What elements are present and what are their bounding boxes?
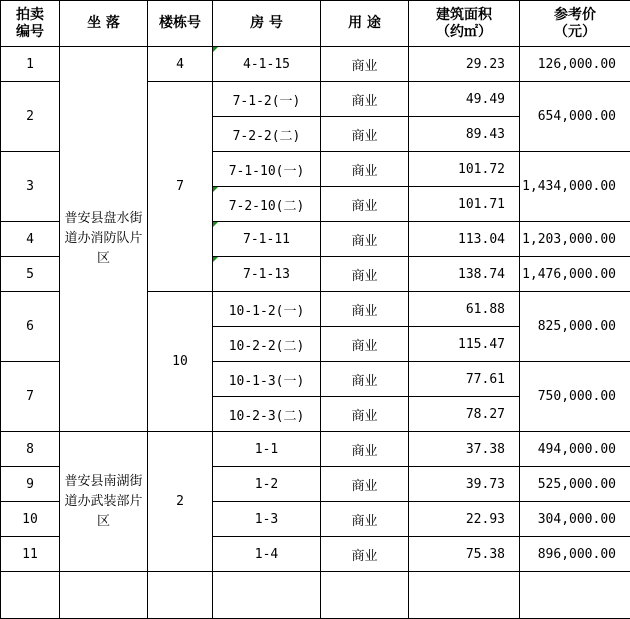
area-cell: 29.23: [409, 47, 520, 82]
table-row: [1, 432, 630, 467]
use-cell: 商业: [321, 292, 409, 327]
room-no: 1-4: [213, 537, 321, 572]
room-no: 1-3: [213, 502, 321, 537]
location-cell: 普安县盘水街道办消防队片区: [60, 47, 148, 432]
empty-cell: [1, 572, 60, 619]
auction-no: 2: [1, 82, 60, 152]
use-cell: 商业: [321, 397, 409, 432]
price-cell: 1,434,000.00: [520, 152, 630, 222]
price-cell: 750,000.00: [520, 362, 630, 432]
price-cell: 896,000.00: [520, 537, 630, 572]
area-cell: 89.43: [409, 117, 520, 152]
area-cell: 113.04: [409, 222, 520, 257]
header-location: 坐 落: [60, 1, 148, 47]
use-cell: 商业: [321, 187, 409, 222]
auction-no: 9: [1, 467, 60, 502]
building-no: 10: [148, 292, 213, 432]
use-cell: 商业: [321, 467, 409, 502]
room-no: 7-1-13: [213, 257, 321, 292]
price-cell: 304,000.00: [520, 502, 630, 537]
use-cell: 商业: [321, 257, 409, 292]
room-no: 7-2-10(二): [213, 187, 321, 222]
area-cell: 49.49: [409, 82, 520, 117]
use-cell: 商业: [321, 82, 409, 117]
room-no: 7-1-10(一): [213, 152, 321, 187]
auction-no: 1: [1, 47, 60, 82]
room-no: 7-1-2(一): [213, 82, 321, 117]
price-cell: 126,000.00: [520, 47, 630, 82]
header-row: [1, 1, 630, 47]
empty-cell: [148, 572, 213, 619]
area-cell: 77.61: [409, 362, 520, 397]
empty-cell: [60, 572, 148, 619]
area-cell: 75.38: [409, 537, 520, 572]
area-cell: 101.71: [409, 187, 520, 222]
room-no: 10-2-2(二): [213, 327, 321, 362]
empty-cell: [520, 572, 630, 619]
area-cell: 61.88: [409, 292, 520, 327]
empty-row: [1, 572, 630, 619]
price-cell: 494,000.00: [520, 432, 630, 467]
room-no: 4-1-15: [213, 47, 321, 82]
price-cell: 654,000.00: [520, 82, 630, 152]
area-cell: 39.73: [409, 467, 520, 502]
header-building: 楼栋号: [148, 1, 213, 47]
room-no: 7-2-2(二): [213, 117, 321, 152]
room-no: 10-1-2(一): [213, 292, 321, 327]
auction-no: 8: [1, 432, 60, 467]
area-cell: 101.72: [409, 152, 520, 187]
auction-no: 6: [1, 292, 60, 362]
building-no: 4: [148, 47, 213, 82]
room-no: 10-1-3(一): [213, 362, 321, 397]
empty-cell: [213, 572, 321, 619]
area-cell: 37.38: [409, 432, 520, 467]
location-cell: 普安县南湖街道办武装部片区: [60, 432, 148, 572]
use-cell: 商业: [321, 152, 409, 187]
table-row: [1, 47, 630, 82]
building-no: 7: [148, 82, 213, 292]
empty-cell: [409, 572, 520, 619]
building-no: 2: [148, 432, 213, 572]
price-cell: 525,000.00: [520, 467, 630, 502]
room-no: 7-1-11: [213, 222, 321, 257]
auction-no: 7: [1, 362, 60, 432]
room-no: 1-1: [213, 432, 321, 467]
auction-no: 4: [1, 222, 60, 257]
use-cell: 商业: [321, 537, 409, 572]
use-cell: 商业: [321, 117, 409, 152]
area-cell: 138.74: [409, 257, 520, 292]
area-cell: 115.47: [409, 327, 520, 362]
header-auction-no: 拍卖 编号: [1, 1, 60, 47]
empty-cell: [321, 572, 409, 619]
room-no: 1-2: [213, 467, 321, 502]
header-room: 房 号: [213, 1, 321, 47]
price-cell: 825,000.00: [520, 292, 630, 362]
header-price: 参考价 （元）: [520, 1, 630, 47]
area-cell: 78.27: [409, 397, 520, 432]
use-cell: 商业: [321, 432, 409, 467]
auction-no: 3: [1, 152, 60, 222]
header-use: 用 途: [321, 1, 409, 47]
header-area: 建筑面积 （约㎡）: [409, 1, 520, 47]
price-cell: 1,476,000.00: [520, 257, 630, 292]
area-cell: 22.93: [409, 502, 520, 537]
price-cell: 1,203,000.00: [520, 222, 630, 257]
use-cell: 商业: [321, 222, 409, 257]
room-no: 10-2-3(二): [213, 397, 321, 432]
use-cell: 商业: [321, 502, 409, 537]
use-cell: 商业: [321, 362, 409, 397]
use-cell: 商业: [321, 327, 409, 362]
auction-no: 11: [1, 537, 60, 572]
auction-no: 10: [1, 502, 60, 537]
auction-no: 5: [1, 257, 60, 292]
use-cell: 商业: [321, 47, 409, 82]
